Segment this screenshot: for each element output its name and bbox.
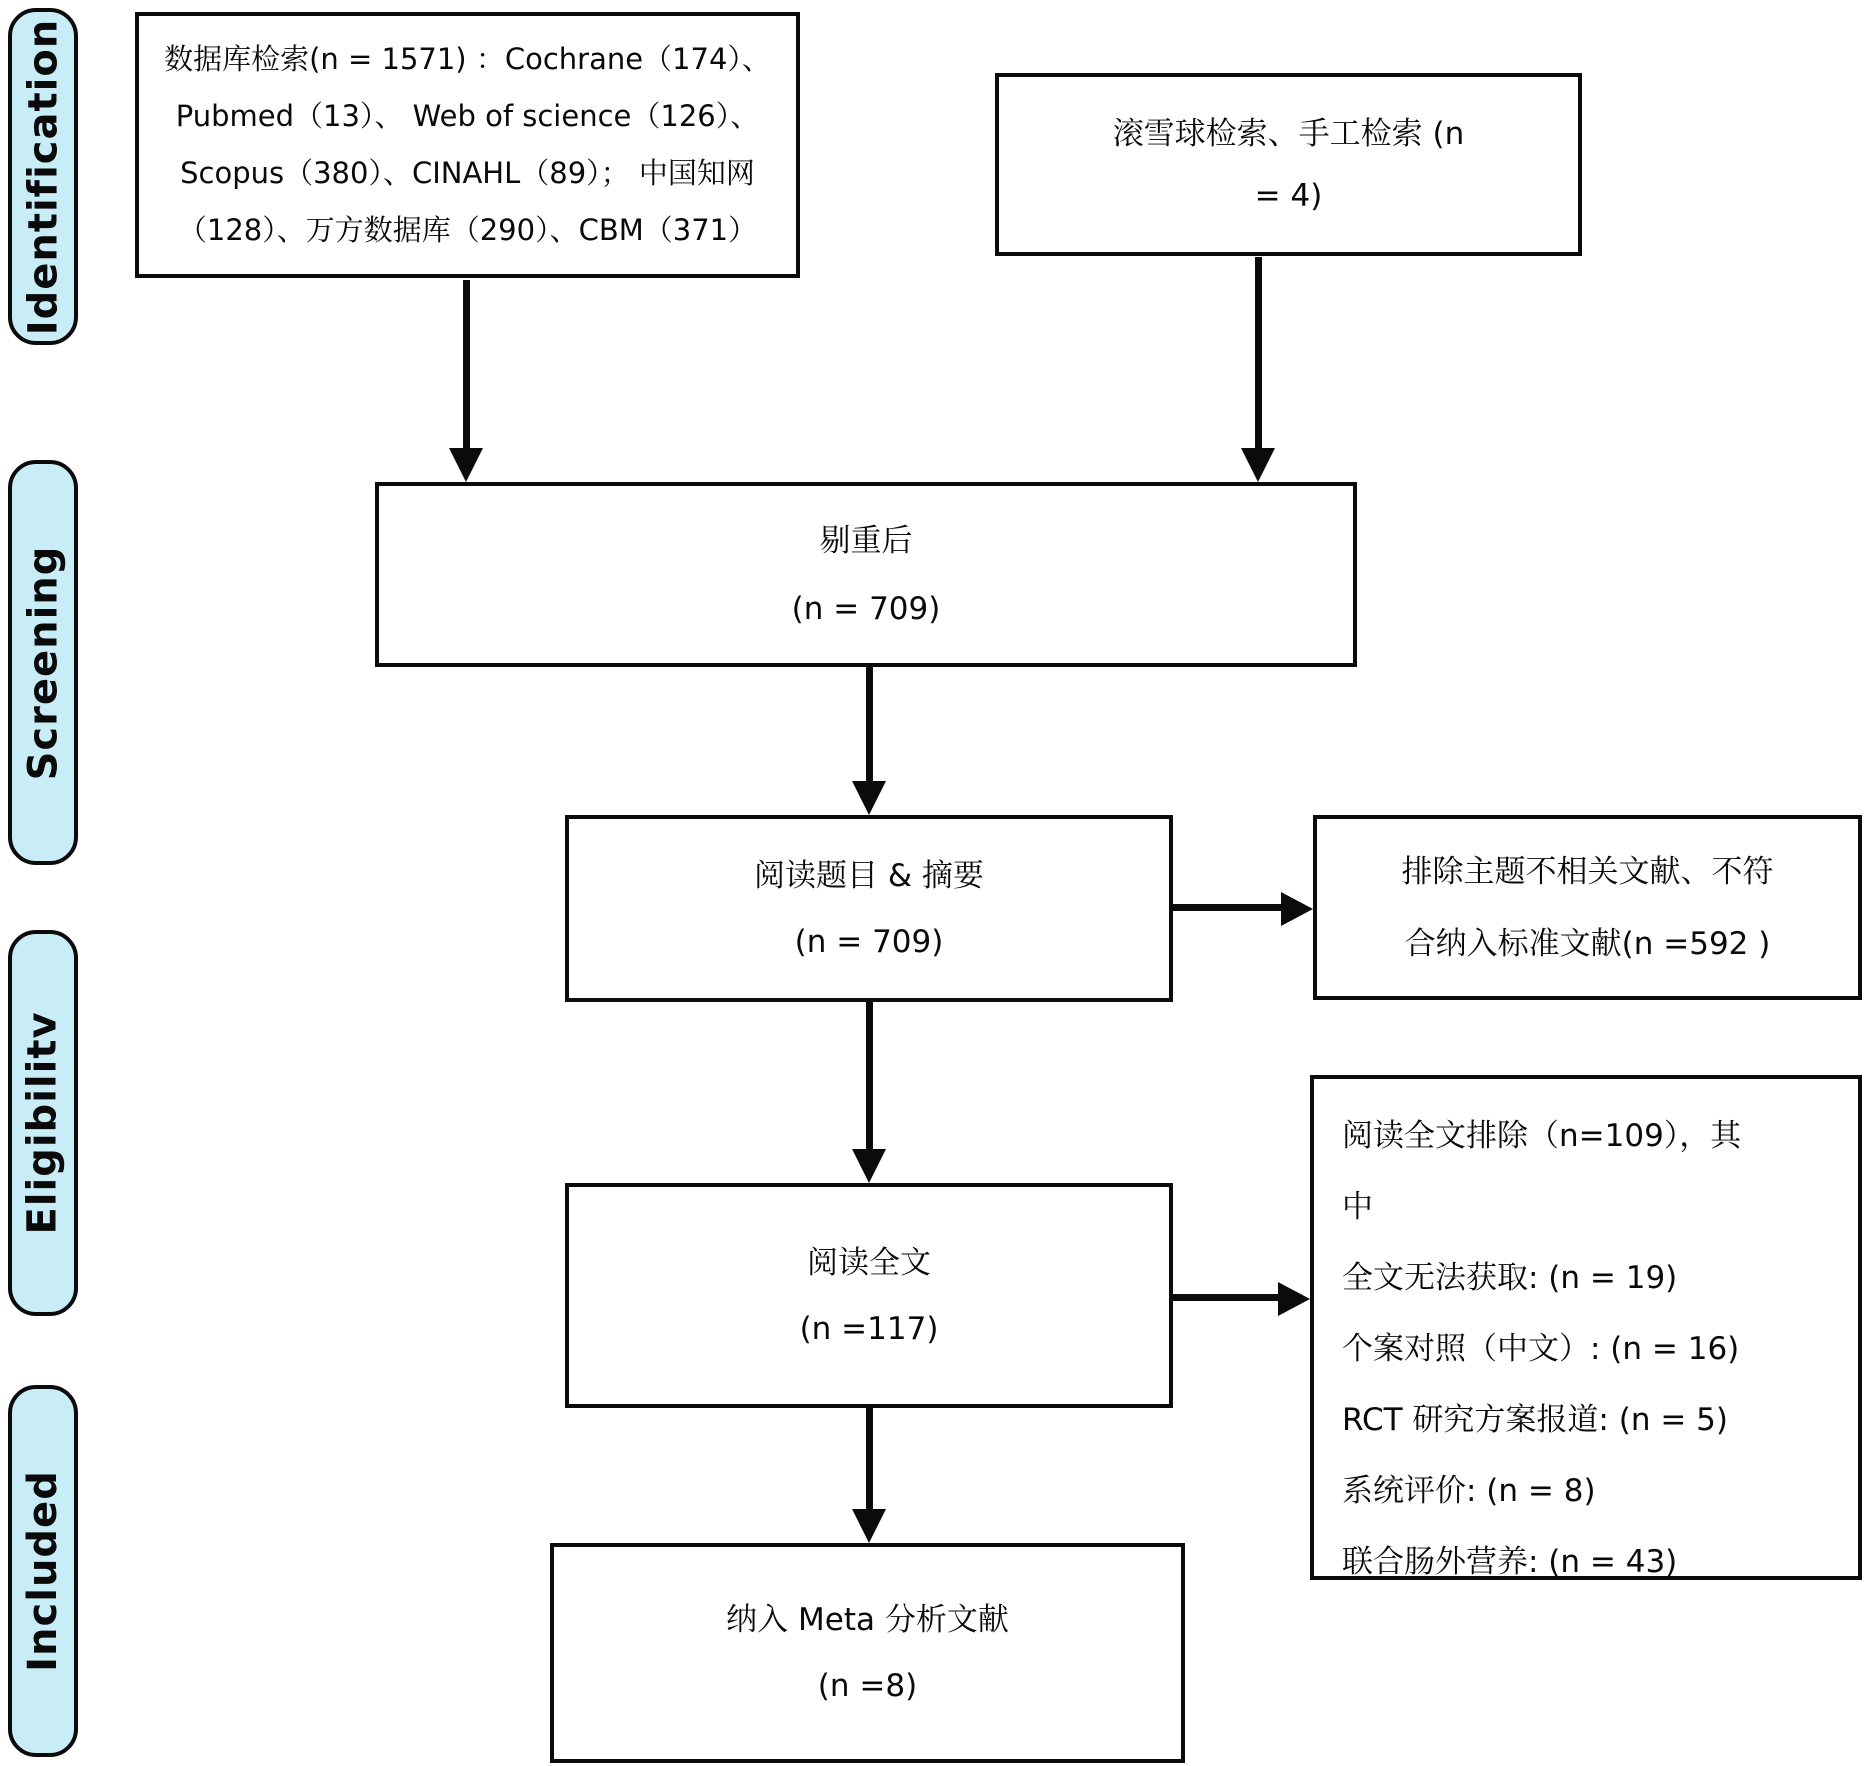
arrow-fulltext-to-included-head: [852, 1509, 886, 1543]
included-meta-line-1: 纳入 Meta 分析文献: [726, 1602, 1009, 1638]
excluded-title-line-1: 排除主题不相关文献、不符: [1401, 853, 1774, 890]
stage-ribbon-eligibility: [8, 930, 78, 1316]
dedup-line-2: (n = 709): [791, 590, 941, 627]
title-abstract-line-1: 阅读题目 & 摘要: [754, 857, 984, 894]
excluded-full-line-5: RCT 研究方案报道: (n = 5): [1342, 1402, 1728, 1438]
box-included-meta-analysis: [550, 1543, 1185, 1763]
arrow-title-abstract-to-fulltext-head: [852, 1149, 886, 1183]
excluded-full-line-4: 个案对照（中文）: (n = 16): [1342, 1331, 1740, 1367]
box-snowball-manual-search: [995, 73, 1582, 256]
full-text-line-2: (n =117): [799, 1310, 939, 1347]
excluded-full-line-2: 中: [1342, 1189, 1373, 1225]
arrow-snowball-to-dedup-stem: [1255, 257, 1262, 450]
arrow-title-abstract-to-excluded-stem: [1173, 904, 1283, 911]
excluded-full-line-6: 系统评价: (n = 8): [1342, 1473, 1596, 1509]
arrow-dedup-to-title-abstract-stem: [866, 667, 873, 783]
stage-ribbon-identification: [8, 8, 78, 345]
stage-ribbon-included: [8, 1385, 78, 1757]
full-text-line-1: 阅读全文: [807, 1244, 931, 1281]
box-excluded-full-text: [1310, 1075, 1862, 1580]
arrow-snowball-to-dedup-head: [1241, 448, 1275, 482]
database-search-line-1: 数据库检索(n = 1571) ：Cochrane（174）、: [164, 42, 771, 76]
database-search-line-2: Pubmed（13）、 Web of science（126）、: [175, 99, 760, 133]
arrow-dedup-to-title-abstract-head: [852, 781, 886, 815]
dedup-line-1: 剔重后: [819, 522, 913, 559]
snowball-line-2: = 4): [1254, 177, 1323, 214]
stage-label-eligibility: Eligibilitv: [20, 1011, 66, 1235]
excluded-full-line-7: 联合肠外营养: (n = 43): [1342, 1544, 1678, 1580]
stage-ribbon-screening: [8, 460, 78, 865]
arrow-database-to-dedup-stem: [463, 280, 470, 450]
box-after-deduplication: [375, 482, 1357, 667]
excluded-full-line-1: 阅读全文排除（n=109），其: [1342, 1118, 1742, 1154]
arrow-title-abstract-to-fulltext-stem: [866, 1002, 873, 1151]
arrow-fulltext-to-excluded-stem: [1173, 1294, 1280, 1301]
box-read-full-text: [565, 1183, 1173, 1408]
arrow-title-abstract-to-excluded-head: [1281, 892, 1313, 926]
arrow-fulltext-to-excluded-head: [1278, 1282, 1310, 1316]
title-abstract-line-2: (n = 709): [794, 923, 944, 960]
snowball-line-1: 滚雪球检索、手工检索 (n: [1112, 115, 1465, 152]
stage-label-included: Included: [20, 1470, 66, 1672]
excluded-title-line-2: 合纳入标准文献(n =592 ): [1404, 925, 1771, 962]
arrow-fulltext-to-included-stem: [866, 1408, 873, 1511]
included-meta-line-2: (n =8): [817, 1668, 918, 1704]
stage-label-screening: Screening: [20, 545, 66, 780]
box-database-search: [135, 12, 800, 278]
excluded-full-line-3: 全文无法获取: (n = 19): [1342, 1260, 1678, 1296]
box-read-title-abstract: [565, 815, 1173, 1002]
arrow-database-to-dedup-head: [449, 448, 483, 482]
database-search-line-3: Scopus（380）、CINAHL（89）； 中国知网: [180, 156, 755, 190]
stage-label-identification: Identification: [20, 18, 66, 335]
box-excluded-title-abstract: [1313, 815, 1862, 1000]
database-search-line-4: （128）、万方数据库（290）、CBM（371）: [177, 213, 758, 247]
